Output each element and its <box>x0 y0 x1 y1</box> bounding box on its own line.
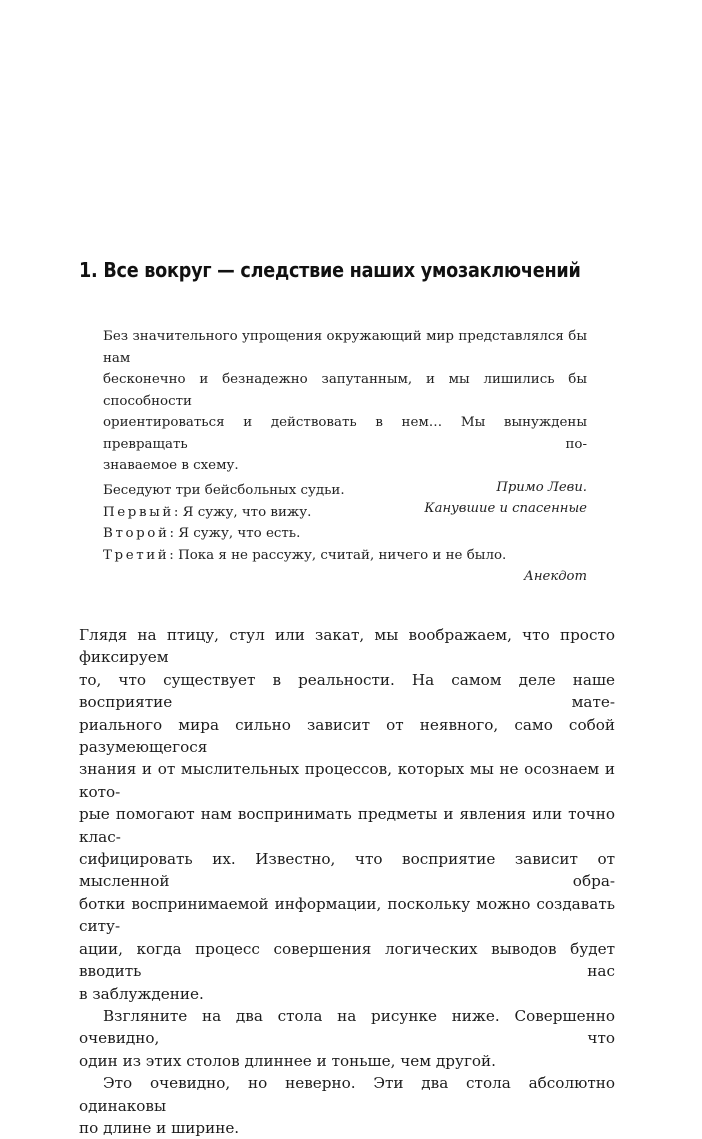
dialogue-text: : Я сужу, что вижу. <box>173 504 312 520</box>
speaker-name: Второй <box>103 526 170 541</box>
epigraph-text-line: знаваемое в схему. <box>103 458 239 473</box>
epigraph-anecdote <box>103 480 587 588</box>
body-paragraph <box>79 1005 615 1072</box>
speaker-name: Третий <box>103 547 170 563</box>
text-line: ботки воспринимаемой информации, поскольку можно создавать ситу- <box>79 894 615 936</box>
text-line: Взгляните на два стола на рисунке ниже. Совершенно очевидно, что <box>79 1006 615 1048</box>
text-line: рые помогают нам воспринимать предметы и явления или точно клас- <box>79 805 615 846</box>
epigraph-text-line: бесконечно и безнадежно запутанным, и мы лишились бы способности <box>103 372 587 409</box>
text-line: то, что существует в реальности. На самом деле наше восприятие мате- <box>79 670 615 712</box>
text-line: один из этих столов длиннее и тоньше, чем другой. <box>79 1051 496 1070</box>
text-line: по длине и ширине. <box>79 1118 240 1137</box>
epigraph-text-line: ориентироваться и действовать в нем… Мы вынуждены превращать по- <box>103 415 587 452</box>
text-line: Это очевидно, но неверно. Эти два стола абсолютно одинаковы <box>79 1074 615 1115</box>
text-line: риального мира сильно зависит от неявного, само собой разумеющегося <box>79 715 615 757</box>
dialogue-line <box>103 502 587 524</box>
epigraph-author: Примо Леви. <box>496 479 587 495</box>
dialogue-text: : Пока я не рассужу, считай, ничего и не было. <box>169 547 507 563</box>
text-line: в заблуждение. <box>79 984 204 1003</box>
dialogue-text: : Я сужу, что есть. <box>169 526 301 541</box>
chapter-title: 1. Все вокруг — следствие наших умозаключений <box>79 258 581 282</box>
anecdote-source: Анекдот <box>523 569 587 584</box>
text-line: знания и от мыслительных процессов, которых мы не осознаем и кото- <box>79 760 615 801</box>
speaker-name: Первый <box>103 504 174 520</box>
epigraph-text-line: Без значительного упрощения окружающий мир представлялся бы нам <box>103 329 587 366</box>
text-line: ации, когда процесс совершения логических выводов будет вводить нас <box>79 939 615 981</box>
text-line: сифицировать их. Известно, что восприятие зависит от мысленной обра- <box>79 850 615 891</box>
body-paragraph <box>79 624 615 1005</box>
epigraph-line <box>103 326 587 477</box>
dialogue-line <box>103 545 587 567</box>
dialogue-line <box>103 523 587 545</box>
epigraph-source: Канувшие и спасенные <box>424 501 587 516</box>
body-text <box>79 624 615 1139</box>
body-paragraph <box>79 1072 615 1139</box>
anecdote-intro: Беседуют три бейсбольных судьи. <box>103 483 345 498</box>
text-line: Глядя на птицу, стул или закат, мы воображаем, что просто фиксируем <box>79 626 615 667</box>
